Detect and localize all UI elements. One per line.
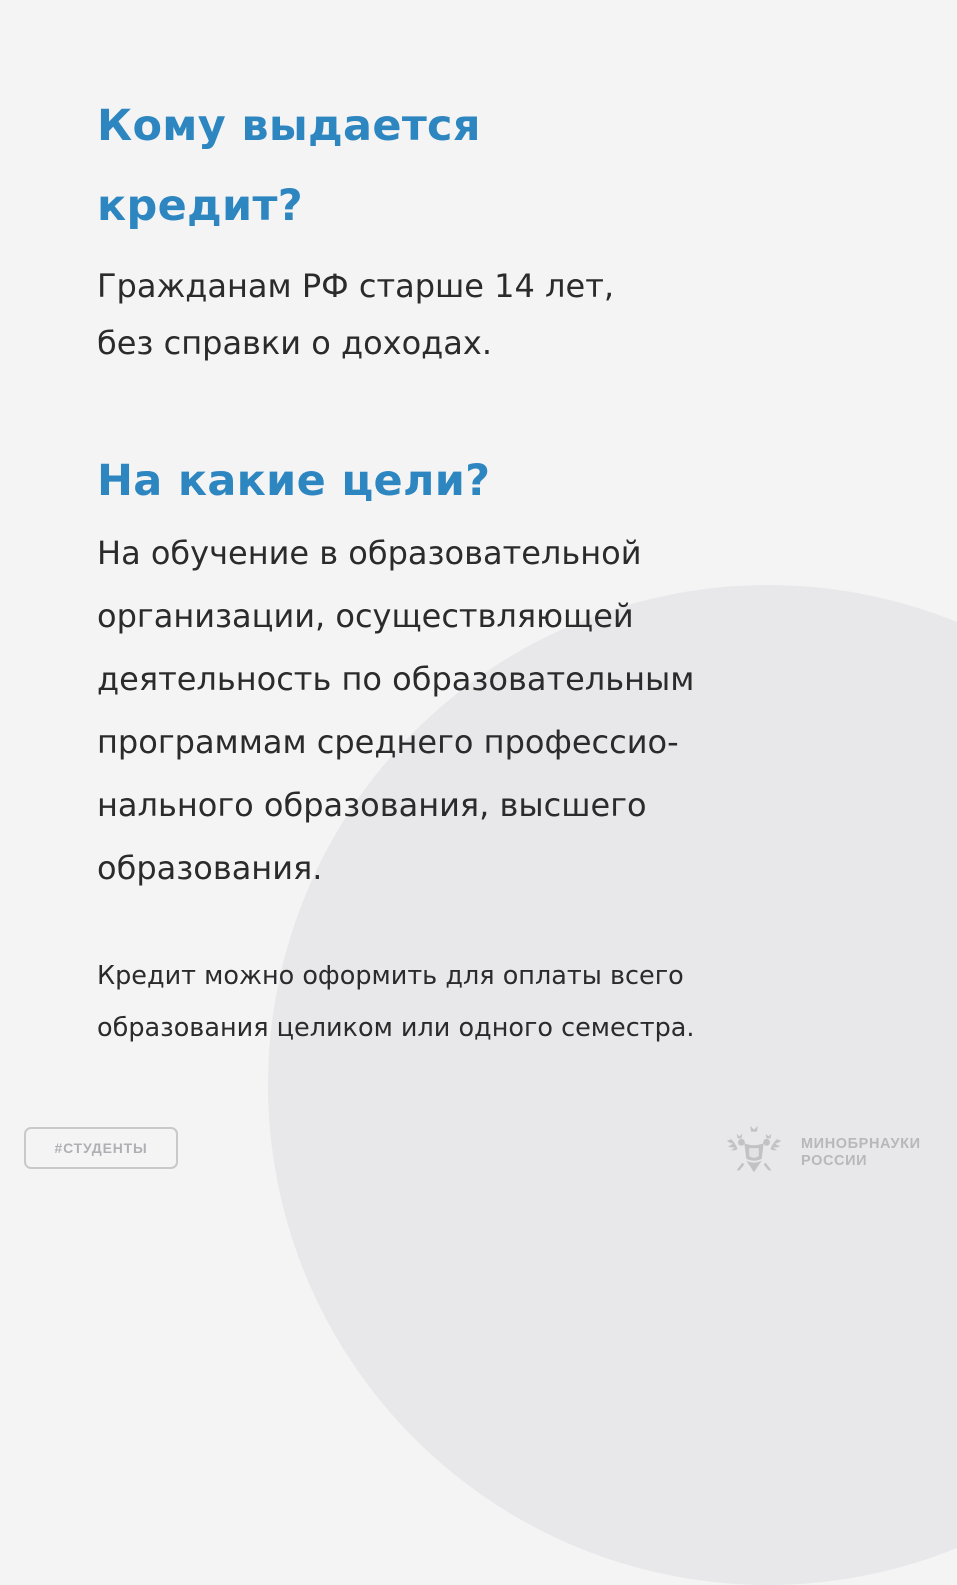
heading-who-line-1: Кому выдается <box>97 101 481 151</box>
ministry-logo <box>725 1122 921 1184</box>
text-goals-line-6: образования. <box>97 849 323 887</box>
double-headed-eagle-icon <box>725 1122 783 1184</box>
text-goals-line-4: программам среднего профессио- <box>97 723 679 761</box>
note-text <box>97 950 897 1054</box>
text-goals <box>97 522 857 900</box>
heading-goals: На какие цели? <box>97 456 491 506</box>
text-goals-line-3: деятельность по образовательным <box>97 660 695 698</box>
text-who-line-2: без справки о доходах. <box>97 324 493 362</box>
text-goals-line-1: На обучение в образовательной <box>97 534 642 572</box>
ministry-name <box>801 1136 921 1170</box>
text-who-line-1: Гражданам РФ старше 14 лет, <box>97 267 614 305</box>
text-goals-line-2: организации, осуществляющей <box>97 597 634 635</box>
ministry-name-line-2: РОССИИ <box>801 1153 868 1169</box>
heading-who <box>97 86 697 246</box>
note-line-2: образования целиком или одного семестра. <box>97 1013 695 1043</box>
note-line-1: Кредит можно оформить для оплаты всего <box>97 961 684 991</box>
heading-who-line-2: кредит? <box>97 181 303 231</box>
text-goals-line-5: нального образования, высшего <box>97 786 647 824</box>
text-who <box>97 258 857 372</box>
ministry-name-line-1: МИНОБРНАУКИ <box>801 1136 921 1152</box>
hashtag-students[interactable]: #СТУДЕНТЫ <box>24 1127 178 1169</box>
